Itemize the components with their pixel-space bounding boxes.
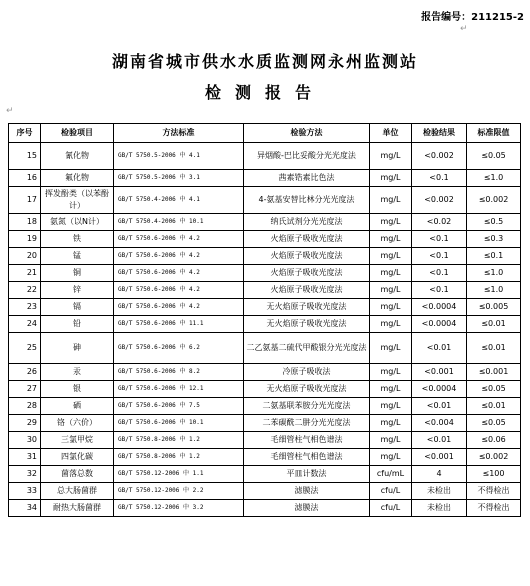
row-result: <0.1 [412, 248, 467, 265]
row-test: 异烟酸-巴比妥酸分光光度法 [244, 143, 370, 170]
row-method: GB/T 5750.6-2006 中 12.1 [114, 381, 244, 398]
row-item: 银 [41, 381, 114, 398]
row-test: 无火焰原子吸收光度法 [244, 299, 370, 316]
paragraph-mark-icon: ↵ [460, 24, 468, 34]
row-unit: mg/L [370, 398, 412, 415]
row-method: GB/T 5750.6-2006 中 7.5 [114, 398, 244, 415]
row-limit: ≤1.0 [467, 282, 521, 299]
row-result: <0.1 [412, 282, 467, 299]
row-unit: mg/L [370, 214, 412, 231]
row-unit: cfu/L [370, 483, 412, 500]
row-limit: ≤0.01 [467, 316, 521, 333]
row-unit: mg/L [370, 265, 412, 282]
row-unit: mg/L [370, 415, 412, 432]
row-limit: ≤0.005 [467, 299, 521, 316]
table-row [9, 282, 521, 299]
row-item: 铜 [41, 265, 114, 282]
row-result: 未检出 [412, 483, 467, 500]
row-result: <0.002 [412, 187, 467, 214]
row-item: 氟化物 [41, 170, 114, 187]
table-row [9, 333, 521, 364]
row-item: 锌 [41, 282, 114, 299]
report-number: 报告编号：211215-2 [421, 12, 524, 23]
row-no: 29 [9, 415, 41, 432]
row-method: GB/T 5750.6-2006 中 4.2 [114, 231, 244, 248]
table-row [9, 483, 521, 500]
table-row [9, 214, 521, 231]
row-no: 32 [9, 466, 41, 483]
table-row [9, 187, 521, 214]
row-item: 锰 [41, 248, 114, 265]
row-result: <0.0004 [412, 299, 467, 316]
row-method: GB/T 5750.6-2006 中 4.2 [114, 248, 244, 265]
row-unit: cfu/L [370, 500, 412, 517]
row-method: GB/T 5750.6-2006 中 10.1 [114, 415, 244, 432]
row-result: <0.004 [412, 415, 467, 432]
row-test: 毛细管柱气相色谱法 [244, 449, 370, 466]
row-test: 滤膜法 [244, 483, 370, 500]
row-no: 26 [9, 364, 41, 381]
row-item: 汞 [41, 364, 114, 381]
row-no: 30 [9, 432, 41, 449]
row-no: 22 [9, 282, 41, 299]
row-item: 氨氮（以N计） [41, 214, 114, 231]
row-unit: mg/L [370, 248, 412, 265]
row-limit: ≤0.05 [467, 381, 521, 398]
row-test: 毛细管柱气相色谱法 [244, 432, 370, 449]
row-no: 19 [9, 231, 41, 248]
row-result: <0.002 [412, 143, 467, 170]
row-result: <0.0004 [412, 316, 467, 333]
row-limit: ≤0.002 [467, 449, 521, 466]
table-row [9, 143, 521, 170]
table-row [9, 231, 521, 248]
row-item: 总大肠菌群 [41, 483, 114, 500]
row-test: 无火焰原子吸收光度法 [244, 381, 370, 398]
table-row [9, 170, 521, 187]
row-test: 纳氏试剂分光光度法 [244, 214, 370, 231]
table-row [9, 398, 521, 415]
row-result: <0.01 [412, 432, 467, 449]
row-limit: ≤0.01 [467, 398, 521, 415]
row-method: GB/T 5750.5-2006 中 3.1 [114, 170, 244, 187]
table-row [9, 316, 521, 333]
row-no: 16 [9, 170, 41, 187]
row-limit: ≤1.0 [467, 265, 521, 282]
table-row [9, 299, 521, 316]
row-test: 无火焰原子吸收光度法 [244, 316, 370, 333]
row-no: 17 [9, 187, 41, 214]
row-test: 滤膜法 [244, 500, 370, 517]
table-header-row [9, 124, 521, 143]
row-result: <0.0004 [412, 381, 467, 398]
table-row [9, 415, 521, 432]
row-item: 挥发酚类（以苯酚计） [41, 187, 114, 214]
table-row [9, 364, 521, 381]
row-method: GB/T 5750.8-2006 中 1.2 [114, 449, 244, 466]
row-no: 18 [9, 214, 41, 231]
row-result: <0.001 [412, 449, 467, 466]
row-no: 21 [9, 265, 41, 282]
row-item: 三氯甲烷 [41, 432, 114, 449]
row-method: GB/T 5750.6-2006 中 8.2 [114, 364, 244, 381]
paragraph-mark-icon: ↵ [6, 106, 14, 116]
table-row [9, 466, 521, 483]
row-no: 34 [9, 500, 41, 517]
row-test: 火焰原子吸收光度法 [244, 282, 370, 299]
row-result: 未检出 [412, 500, 467, 517]
row-limit: ≤0.05 [467, 143, 521, 170]
row-limit: ≤0.3 [467, 231, 521, 248]
row-unit: mg/L [370, 449, 412, 466]
row-item: 菌落总数 [41, 466, 114, 483]
row-item: 耐热大肠菌群 [41, 500, 114, 517]
row-item: 硒 [41, 398, 114, 415]
table-row [9, 248, 521, 265]
row-result: <0.01 [412, 398, 467, 415]
row-result: 4 [412, 466, 467, 483]
row-item: 四氯化碳 [41, 449, 114, 466]
report-subtitle: 检测报告 [204, 83, 325, 102]
row-no: 23 [9, 299, 41, 316]
row-test: 二氨基联苯胺分光光度法 [244, 398, 370, 415]
row-item: 铬（六价） [41, 415, 114, 432]
col-header-item: 检验项目 [41, 124, 114, 143]
row-item: 氰化物 [41, 143, 114, 170]
row-unit: mg/L [370, 282, 412, 299]
row-item: 镉 [41, 299, 114, 316]
row-unit: mg/L [370, 432, 412, 449]
row-unit: mg/L [370, 316, 412, 333]
row-limit: ≤0.06 [467, 432, 521, 449]
row-no: 27 [9, 381, 41, 398]
row-test: 二苯碳酰二肼分光光度法 [244, 415, 370, 432]
row-test: 火焰原子吸收光度法 [244, 231, 370, 248]
row-limit: ≤0.002 [467, 187, 521, 214]
row-no: 33 [9, 483, 41, 500]
row-test: 茜素锆素比色法 [244, 170, 370, 187]
table-row [9, 381, 521, 398]
row-method: GB/T 5750.4-2006 中 4.1 [114, 187, 244, 214]
row-result: <0.02 [412, 214, 467, 231]
row-limit: ≤1.0 [467, 170, 521, 187]
row-unit: mg/L [370, 170, 412, 187]
row-no: 15 [9, 143, 41, 170]
col-header-test: 检验方法 [244, 124, 370, 143]
row-limit: ≤0.1 [467, 248, 521, 265]
row-method: GB/T 5750.12-2006 中 2.2 [114, 483, 244, 500]
row-result: <0.1 [412, 265, 467, 282]
row-method: GB/T 5750.5-2006 中 4.1 [114, 143, 244, 170]
row-method: GB/T 5750.6-2006 中 4.2 [114, 282, 244, 299]
row-result: <0.1 [412, 170, 467, 187]
row-test: 二乙氨基二硫代甲酸银分光光度法 [244, 333, 370, 364]
row-limit: 不得检出 [467, 483, 521, 500]
row-no: 31 [9, 449, 41, 466]
row-item: 铅 [41, 316, 114, 333]
col-header-result: 检验结果 [412, 124, 467, 143]
row-method: GB/T 5750.6-2006 中 4.2 [114, 265, 244, 282]
row-no: 24 [9, 316, 41, 333]
col-header-no: 序号 [9, 124, 41, 143]
row-unit: mg/L [370, 299, 412, 316]
results-table [8, 123, 521, 517]
row-method: GB/T 5750.6-2006 中 6.2 [114, 333, 244, 364]
row-test: 冷原子吸收法 [244, 364, 370, 381]
col-header-unit: 单位 [370, 124, 412, 143]
row-no: 25 [9, 333, 41, 364]
row-unit: mg/L [370, 143, 412, 170]
row-method: GB/T 5750.6-2006 中 11.1 [114, 316, 244, 333]
row-unit: mg/L [370, 381, 412, 398]
report-title: 湖南省城市供水水质监测网永州监测站 [111, 52, 418, 71]
row-no: 28 [9, 398, 41, 415]
row-limit: ≤0.001 [467, 364, 521, 381]
table-row [9, 449, 521, 466]
row-limit: ≤0.5 [467, 214, 521, 231]
row-test: 火焰原子吸收光度法 [244, 265, 370, 282]
row-method: GB/T 5750.4-2006 中 10.1 [114, 214, 244, 231]
row-no: 20 [9, 248, 41, 265]
row-unit: mg/L [370, 333, 412, 364]
row-method: GB/T 5750.6-2006 中 4.2 [114, 299, 244, 316]
row-unit: mg/L [370, 364, 412, 381]
row-unit: mg/L [370, 231, 412, 248]
row-result: <0.01 [412, 333, 467, 364]
row-item: 砷 [41, 333, 114, 364]
row-method: GB/T 5750.8-2006 中 1.2 [114, 432, 244, 449]
row-method: GB/T 5750.12-2006 中 3.2 [114, 500, 244, 517]
table-row [9, 432, 521, 449]
row-test: 平皿计数法 [244, 466, 370, 483]
row-limit: ≤0.05 [467, 415, 521, 432]
table-row [9, 265, 521, 282]
row-test: 4-氨基安替比林分光光度法 [244, 187, 370, 214]
table-row [9, 500, 521, 517]
row-unit: mg/L [370, 187, 412, 214]
row-unit: cfu/mL [370, 466, 412, 483]
row-limit: ≤100 [467, 466, 521, 483]
row-method: GB/T 5750.12-2006 中 1.1 [114, 466, 244, 483]
col-header-limit: 标准限值 [467, 124, 521, 143]
row-item: 铁 [41, 231, 114, 248]
row-test: 火焰原子吸收光度法 [244, 248, 370, 265]
row-limit: 不得检出 [467, 500, 521, 517]
row-limit: ≤0.01 [467, 333, 521, 364]
row-result: <0.001 [412, 364, 467, 381]
row-result: <0.1 [412, 231, 467, 248]
col-header-method: 方法标准 [114, 124, 244, 143]
